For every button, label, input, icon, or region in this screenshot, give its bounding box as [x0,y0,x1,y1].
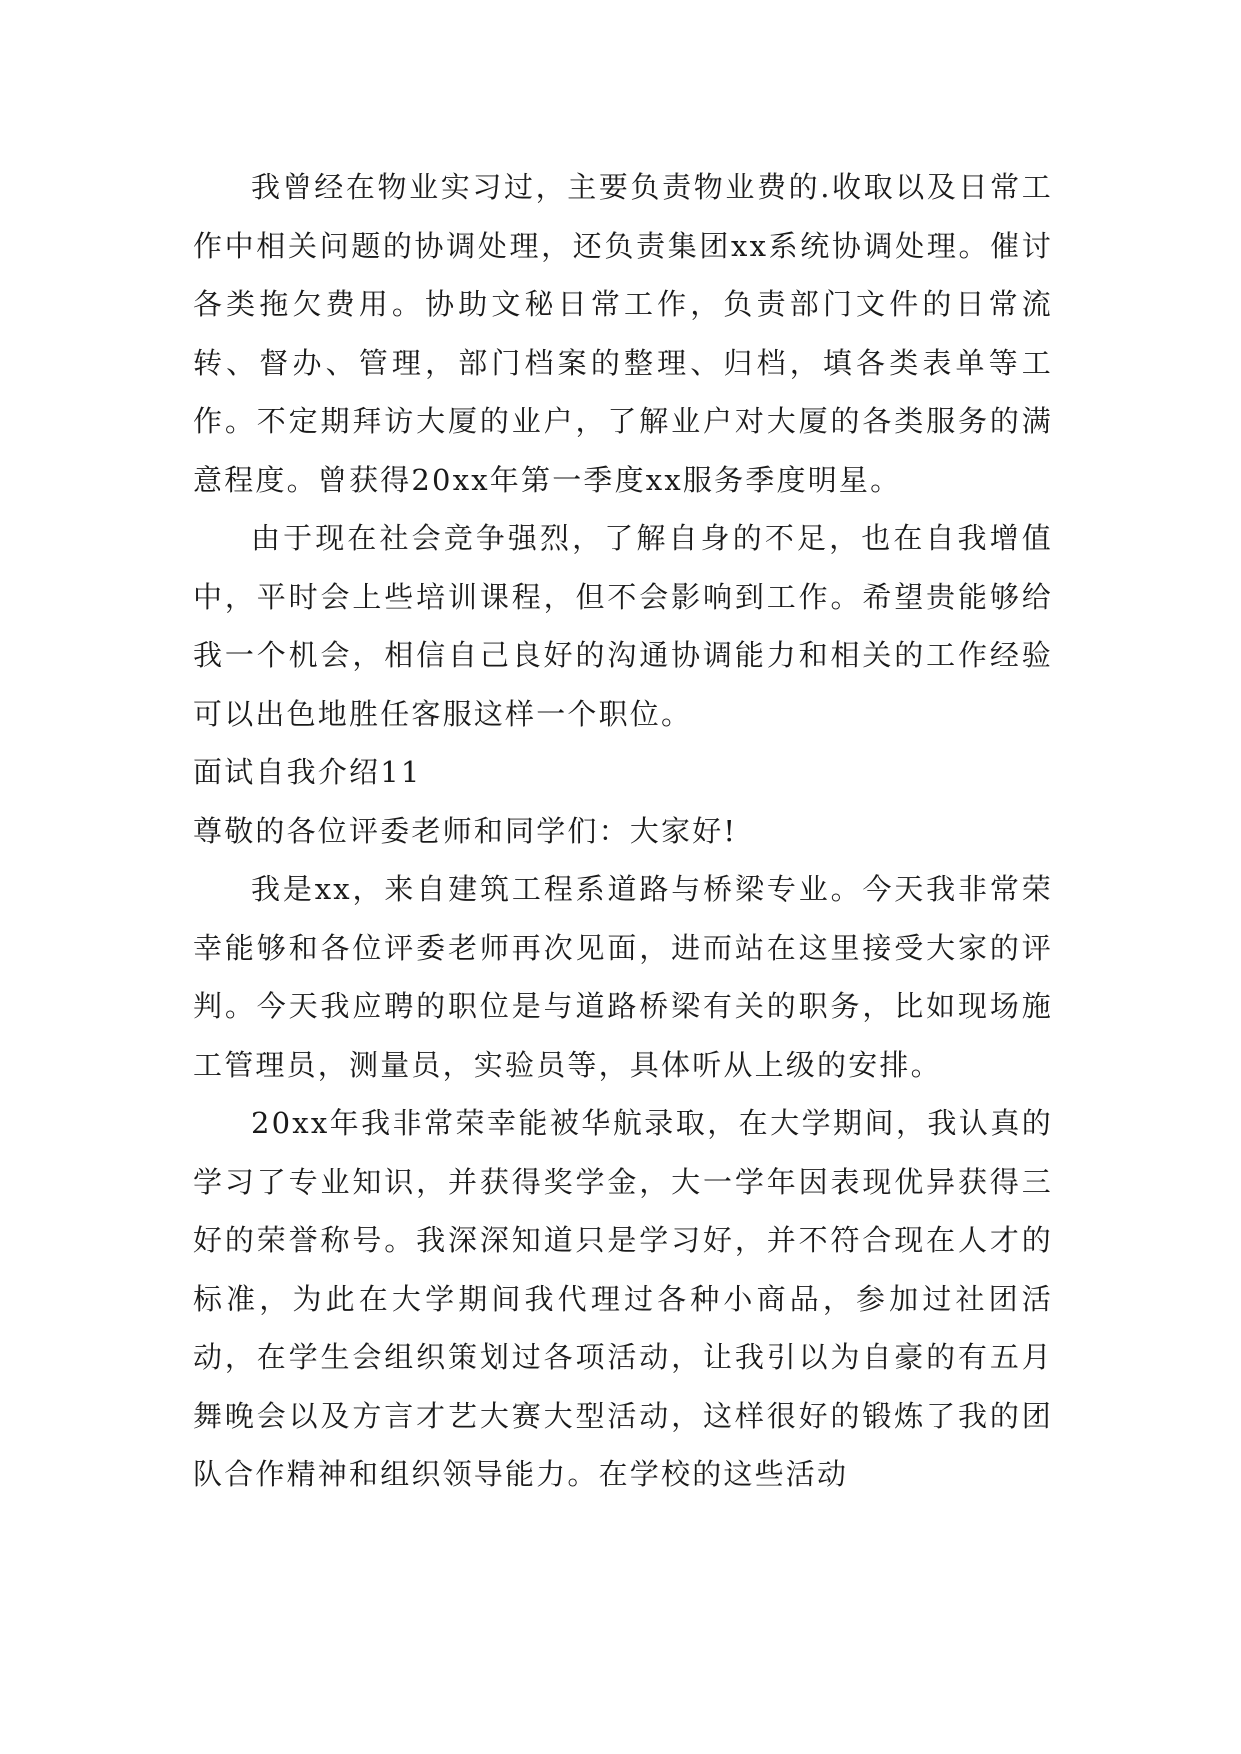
paragraph-introduction: 我是xx，来自建筑工程系道路与桥梁专业。今天我非常荣幸能够和各位评委老师再次见面，进而站在这里接受大家的评判。今天我应聘的职位是与道路桥梁有关的职务，比如现场施工管理员，测量员，实验员等，具体听从上级的安排。 [193,872,1053,1082]
paragraph-self-improvement: 由于现在社会竞争强烈，了解自身的不足，也在自我增值中，平时会上些培训课程，但不会影响到工作。希望贵能够给我一个机会，相信自己良好的沟通协调能力和相关的工作经验可以出色地胜任客服这样一个职位。 [193,521,1053,731]
document-page [193,158,1053,1504]
section-heading: 面试自我介绍11 [193,755,422,789]
greeting-line: 尊敬的各位评委老师和同学们：大家好! [193,813,738,848]
paragraph-university: 20xx年我非常荣幸能被华航录取，在大学期间，我认真的学习了专业知识，并获得奖学金，大一学年因表现优异获得三好的荣誉称号。我深深知道只是学习好，并不符合现在人才的标准，为此在大学期间我代理过各种小商品，参加过社团活动，在学生会组织策划过各项活动，让我引以为自豪的有五月舞晚会以及方言才艺大赛大型活动，这样很好的锻炼了我的团队合作精神和组织领导能力。在学校的这些活动 [193,1106,1053,1491]
paragraph-internship: 我曾经在物业实习过，主要负责物业费的.收取以及日常工作中相关问题的协调处理，还负责集团xx系统协调处理。催讨各类拖欠费用。协助文秘日常工作，负责部门文件的日常流转、督办、管理，部门档案的整理、归档，填各类表单等工作。不定期拜访大厦的业户，了解业户对大厦的各类服务的满意程度。曾获得20xx年第一季度xx服务季度明星。 [193,170,1053,497]
